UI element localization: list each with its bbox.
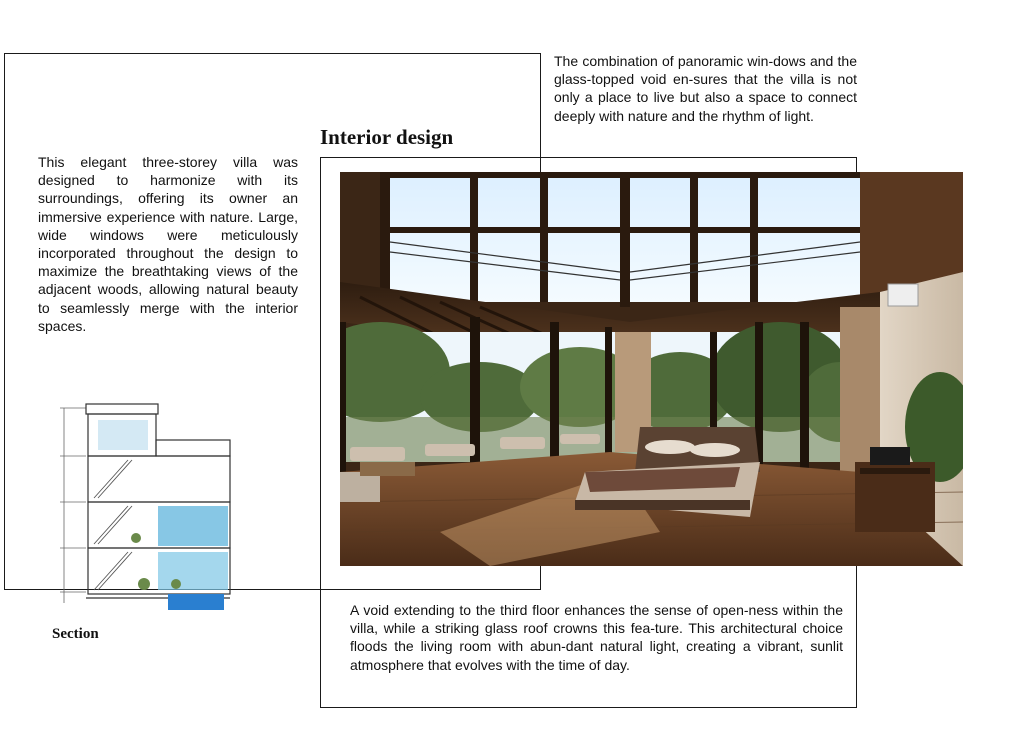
interior-photo [340,172,963,566]
section-caption: Section [52,626,99,642]
section-title: Interior design [320,125,454,149]
windows-paragraph: The combination of panoramic win-dows and the glass-topped void en-sures that the villa is not only a place to live but also a space to connect deeply with nature and the rhythm of light. [554,53,857,124]
void-paragraph: A void extending to the third floor enhances the sense of open-ness within the villa, while a striking glass roof crowns this fea-ture. This architectural choice floods the living room with abun-dant natural light, creating a vibrant, sunlit atmosphere that evolves with the time of day. [350,602,843,673]
intro-paragraph: This elegant three-storey villa was designed to harmonize with its surroundings, offering its owner an immersive experience with nature. Large, wide windows were meticulously incorporated throughout the design to maximize the breathtaking views of the adjacent woods, allowing natural beauty to seamlessly merge with the interior spaces. [38,154,298,334]
section-drawing [58,398,238,616]
